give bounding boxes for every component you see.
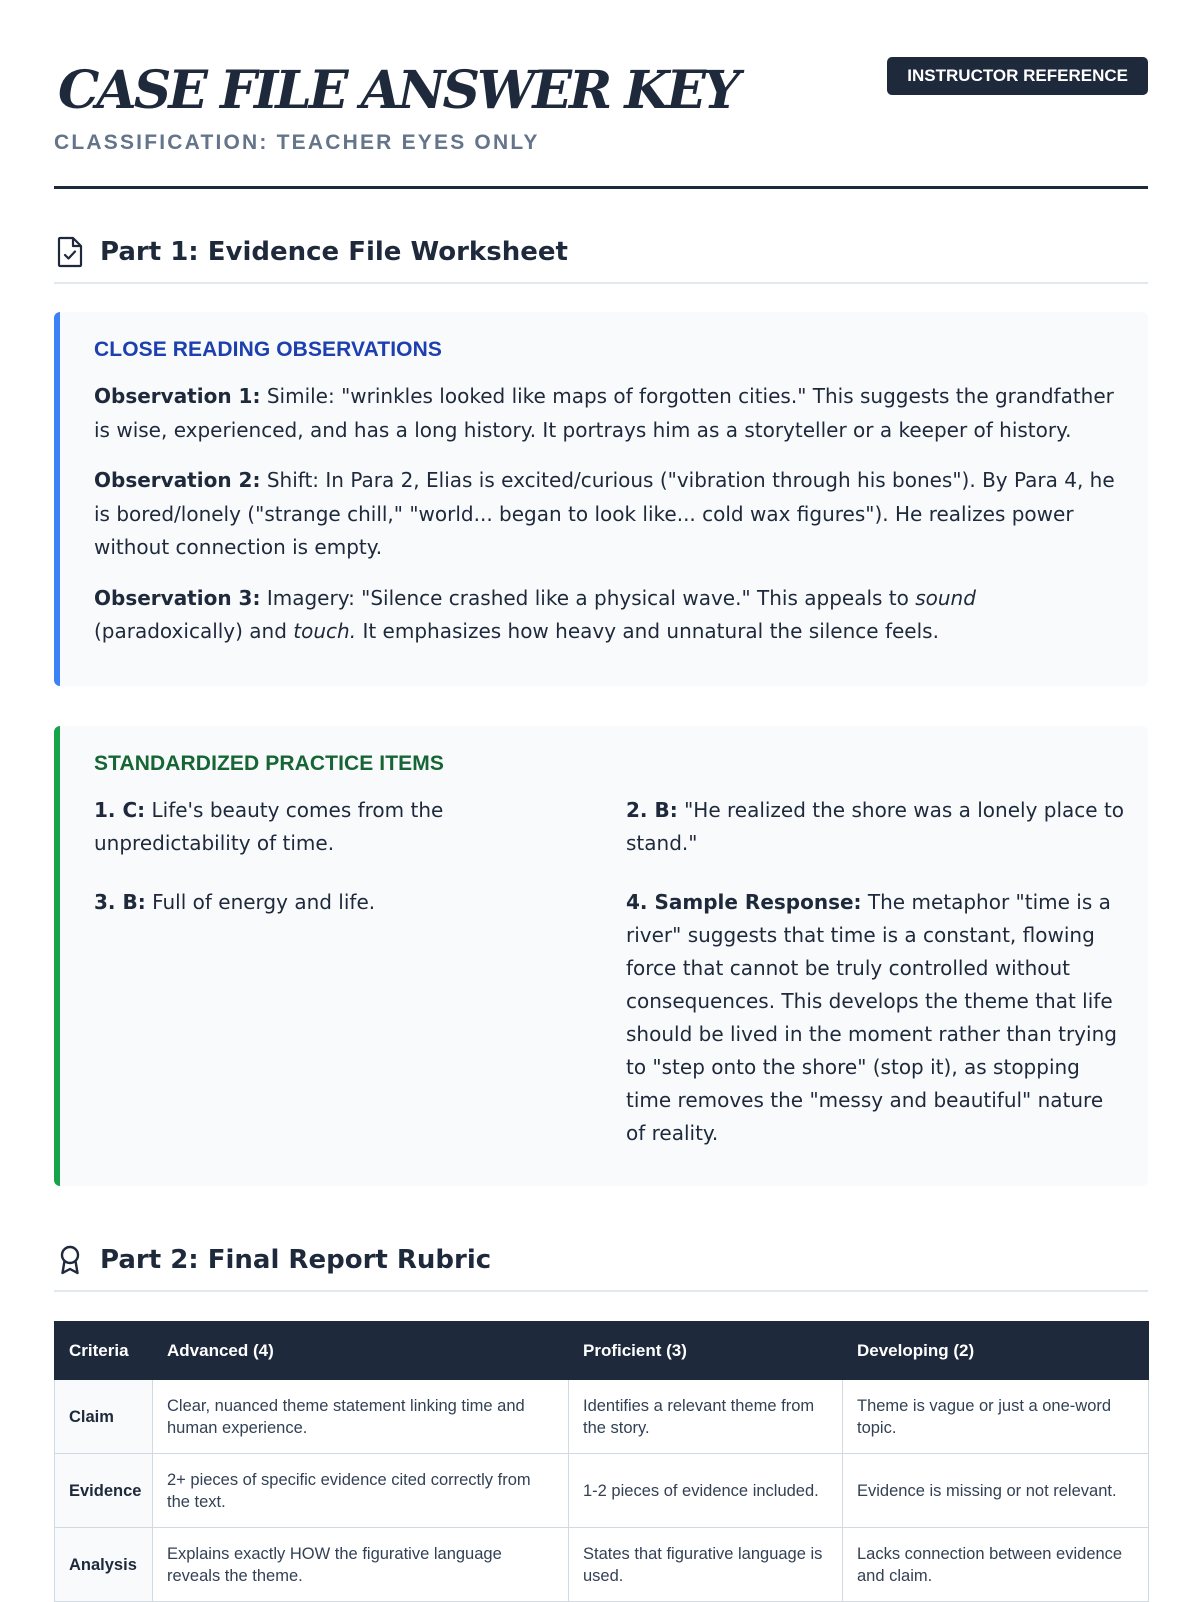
advanced-cell: Explains exactly HOW the figurative language reveals the theme. bbox=[153, 1528, 569, 1602]
document-header bbox=[54, 56, 1148, 190]
part1-section-heading bbox=[54, 230, 1148, 284]
criteria-cell: Claim bbox=[55, 1380, 153, 1454]
criteria-cell: Analysis bbox=[55, 1528, 153, 1602]
table-row bbox=[55, 1380, 1149, 1454]
practice-item-1 bbox=[94, 794, 594, 860]
practice-item-label: 3. B: bbox=[94, 890, 146, 914]
column-header-criteria: Criteria bbox=[55, 1322, 153, 1380]
column-header-proficient: Proficient (3) bbox=[569, 1322, 843, 1380]
developing-cell: Evidence is missing or not relevant. bbox=[843, 1454, 1149, 1528]
practice-item-text: Full of energy and life. bbox=[152, 890, 376, 914]
practice-item-label: 4. Sample Response: bbox=[626, 890, 862, 914]
final-report-rubric-table bbox=[54, 1321, 1149, 1602]
observation-text: It emphasizes how heavy and unnatural the silence feels. bbox=[356, 619, 939, 643]
proficient-cell: 1-2 pieces of evidence included. bbox=[569, 1454, 843, 1528]
practice-item-text: The metaphor "time is a river" suggests that time is a constant, flowing force that cannot be truly controlled without consequences. This develops the theme that life should be lived in the moment rather than trying to "step onto the shore" (stop it), as stopping time removes the "messy and beautiful" nature of reality. bbox=[626, 890, 1117, 1145]
close-reading-observations-card bbox=[54, 312, 1148, 686]
column-header-advanced: Advanced (4) bbox=[153, 1322, 569, 1380]
observation-2 bbox=[94, 464, 1116, 565]
practice-item-text: Life's beauty comes from the unpredictability of time. bbox=[94, 798, 444, 855]
table-row bbox=[55, 1454, 1149, 1528]
column-header-developing: Developing (2) bbox=[843, 1322, 1149, 1380]
part1-heading: Part 1: Evidence File Worksheet bbox=[100, 237, 568, 267]
observation-text: Simile: "wrinkles looked like maps of forgotten cities." This suggests the grandfather is wise, experienced, and has a long history. It portrays him as a storyteller or a keeper of history. bbox=[94, 384, 1114, 442]
document-title: CASE FILE ANSWER KEY bbox=[58, 60, 738, 121]
instructor-reference-badge: INSTRUCTOR REFERENCE bbox=[887, 57, 1148, 95]
practice-item-label: 1. C: bbox=[94, 798, 146, 822]
observation-emphasis-sound: sound bbox=[915, 585, 976, 610]
practice-item-text: "He realized the shore was a lonely place to stand." bbox=[626, 798, 1125, 855]
practice-items-grid bbox=[94, 794, 1125, 1150]
table-header-row bbox=[55, 1322, 1149, 1380]
practice-item-2 bbox=[626, 794, 1126, 860]
observation-label: Observation 1: bbox=[94, 384, 261, 408]
advanced-cell: Clear, nuanced theme statement linking time and human experience. bbox=[153, 1380, 569, 1454]
developing-cell: Theme is vague or just a one-word topic. bbox=[843, 1380, 1149, 1454]
proficient-cell: Identifies a relevant theme from the story. bbox=[569, 1380, 843, 1454]
table-row bbox=[55, 1528, 1149, 1602]
part2-section-heading bbox=[54, 1238, 1148, 1292]
observations-label: CLOSE READING OBSERVATIONS bbox=[94, 338, 442, 361]
classification-subtitle: CLASSIFICATION: TEACHER EYES ONLY bbox=[54, 131, 540, 154]
observation-3 bbox=[94, 582, 1116, 649]
observation-1 bbox=[94, 380, 1116, 447]
practice-item-4 bbox=[626, 886, 1126, 1150]
developing-cell: Lacks connection between evidence and claim. bbox=[843, 1528, 1149, 1602]
practice-item-label: 2. B: bbox=[626, 798, 678, 822]
observation-label: Observation 3: bbox=[94, 585, 261, 610]
observation-text: Imagery: "Silence crashed like a physical wave." This appeals to bbox=[266, 585, 916, 610]
award-ribbon-icon bbox=[56, 1244, 84, 1276]
observation-label: Observation 2: bbox=[94, 468, 261, 492]
criteria-cell: Evidence bbox=[55, 1454, 153, 1528]
practice-label: STANDARDIZED PRACTICE ITEMS bbox=[94, 752, 444, 775]
observation-text: Shift: In Para 2, Elias is excited/curious ("vibration through his bones"). By Para 4, he is bored/lonely ("strange chill," "world... began to look like... cold wax figures"). He realizes power without connection is empty. bbox=[94, 468, 1115, 559]
header-divider bbox=[54, 186, 1148, 189]
practice-item-3 bbox=[94, 886, 594, 1150]
observation-text: (paradoxically) and bbox=[94, 619, 294, 643]
part2-heading: Part 2: Final Report Rubric bbox=[100, 1245, 492, 1275]
advanced-cell: 2+ pieces of specific evidence cited correctly from the text. bbox=[153, 1454, 569, 1528]
file-check-icon bbox=[56, 236, 84, 268]
proficient-cell: States that figurative language is used. bbox=[569, 1528, 843, 1602]
standardized-practice-items-card bbox=[54, 726, 1148, 1186]
observation-emphasis-touch: touch. bbox=[293, 619, 357, 643]
